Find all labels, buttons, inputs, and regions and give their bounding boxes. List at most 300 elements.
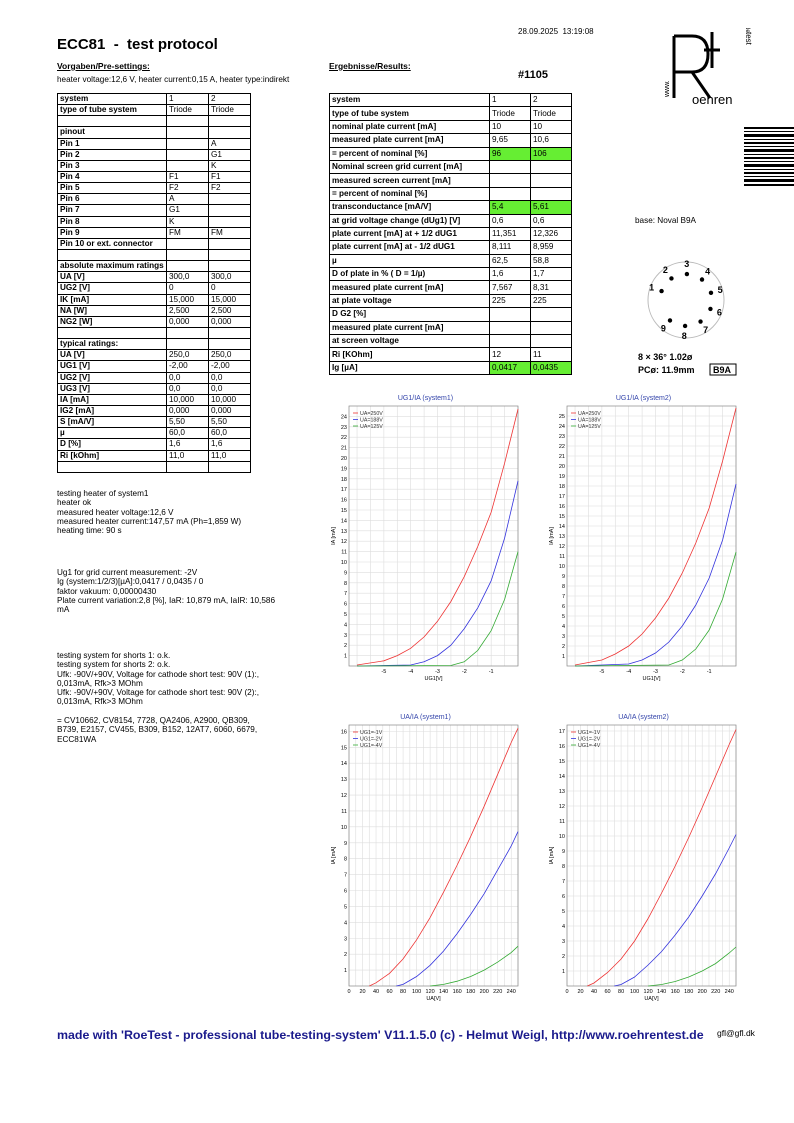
row-label xyxy=(58,327,167,338)
table-row xyxy=(58,372,251,383)
note-line: mA xyxy=(57,605,70,615)
table-row xyxy=(58,238,251,249)
cell-value: 7,567 xyxy=(490,281,531,294)
x-tick-label: 160 xyxy=(452,989,462,995)
y-tick-label: 24 xyxy=(340,414,347,421)
legend-label: UA=188V xyxy=(578,417,601,424)
table-row xyxy=(330,281,572,294)
cell-value: -2,00 xyxy=(209,361,251,372)
cell-value: 11,0 xyxy=(209,450,251,461)
row-label: Pin 4 xyxy=(58,171,167,182)
note-line: heating time: 90 s xyxy=(57,526,122,536)
heater-notes xyxy=(57,489,241,535)
cell-value: 62,5 xyxy=(490,254,531,267)
cell-value: 0,000 xyxy=(167,316,209,327)
cell-value: A xyxy=(209,138,251,149)
table-row xyxy=(330,134,572,147)
cell-value: 1 xyxy=(490,94,531,107)
x-tick-label: 20 xyxy=(359,989,366,995)
note-line: testing heater of system1 xyxy=(57,489,149,498)
socket-diagram xyxy=(634,258,744,376)
footer-credit: made with 'RoeTest - professional tube-testing-system' V11.1.5.0 (c) - Helmut Weigl, http://www.roehrentest.de xyxy=(57,1028,704,1042)
row-label: plate current [mA] at + 1/2 dUG1 xyxy=(330,227,490,240)
row-label: IK [mA] xyxy=(58,294,167,305)
cell-value: 60,0 xyxy=(209,428,251,439)
note-line: Plate current variation:2,8 [%], IaR: 10,879 mA, IaIR: 10,586 xyxy=(57,595,275,605)
table-row xyxy=(330,94,572,107)
socket-pin xyxy=(709,291,713,295)
cell-value: 9,65 xyxy=(490,134,531,147)
y-axis-label: IA [mA] xyxy=(331,527,337,545)
cell-value xyxy=(167,261,209,272)
socket-pin xyxy=(668,318,672,322)
row-label: Ig [µA] xyxy=(330,361,490,374)
y-tick-label: 5 xyxy=(343,904,347,911)
row-label: absolute maximum ratings xyxy=(58,261,167,272)
x-tick-label: 140 xyxy=(439,989,449,995)
cell-value: 225 xyxy=(531,294,572,307)
cell-value: G1 xyxy=(167,205,209,216)
cell-value: FM xyxy=(209,227,251,238)
y-tick-label: 17 xyxy=(340,487,347,494)
cell-value: 60,0 xyxy=(167,428,209,439)
table-row xyxy=(58,283,251,294)
cell-value: 0 xyxy=(167,283,209,294)
table-row xyxy=(330,254,572,267)
cell-value: 1,6 xyxy=(209,439,251,450)
cell-value: K xyxy=(209,160,251,171)
table-row xyxy=(58,94,251,105)
x-tick-label: 160 xyxy=(670,989,680,995)
table-row xyxy=(58,405,251,416)
table-row xyxy=(58,194,251,205)
cell-value: 10 xyxy=(490,120,531,133)
y-tick-label: 13 xyxy=(340,528,347,535)
row-label: = percent of nominal [%] xyxy=(330,187,490,200)
socket-pin xyxy=(669,276,673,280)
note-line: testing system for shorts 2: o.k. xyxy=(57,660,171,670)
chart-title: UG1/IA (system2) xyxy=(615,395,672,402)
row-label xyxy=(58,461,167,472)
y-tick-label: 8 xyxy=(343,580,347,587)
cell-value: F1 xyxy=(209,171,251,182)
cell-value xyxy=(531,160,572,173)
row-label: Pin 2 xyxy=(58,149,167,160)
chart-title: UA/IA (system1) xyxy=(400,714,451,721)
equivalents-notes xyxy=(57,716,257,744)
chart-ua-ia-system2 xyxy=(547,708,740,1008)
x-tick-label: -1 xyxy=(706,669,712,675)
cell-value: 1,6 xyxy=(167,439,209,450)
y-tick-label: 6 xyxy=(561,894,565,900)
socket-line1: 8 × 36° 1.02ø xyxy=(638,352,693,362)
row-label: system xyxy=(58,94,167,105)
cell-value: 300,0 xyxy=(209,272,251,283)
table-row xyxy=(58,428,251,439)
note-line: testing system for shorts 1: o.k. xyxy=(57,651,171,660)
x-axis-label: UG1[V] xyxy=(424,676,443,682)
row-label: Pin 3 xyxy=(58,160,167,171)
y-tick-label: 13 xyxy=(340,777,347,784)
table-row xyxy=(330,308,572,321)
x-tick-label: -4 xyxy=(626,669,632,675)
x-tick-label: 220 xyxy=(493,989,503,995)
cell-value: 8,959 xyxy=(531,241,572,254)
note-line: ECC81WA xyxy=(57,734,97,744)
x-tick-label: 200 xyxy=(697,989,707,995)
table-row xyxy=(58,327,251,338)
logo-bottom: oehren xyxy=(692,92,733,104)
cell-value: 1,6 xyxy=(490,268,531,281)
row-label: pinout xyxy=(58,127,167,138)
table-row xyxy=(58,116,251,127)
chart-ug1-ia-system1 xyxy=(329,389,522,688)
row-label: UA [V] xyxy=(58,272,167,283)
socket-pin-label: 2 xyxy=(662,265,668,276)
x-tick-label: 240 xyxy=(506,989,516,995)
table-row xyxy=(58,461,251,472)
table-row xyxy=(330,214,572,227)
cell-value: 11 xyxy=(531,348,572,361)
row-label: Ri [KOhm] xyxy=(330,348,490,361)
y-tick-label: 21 xyxy=(340,445,347,452)
table-row xyxy=(330,147,572,160)
y-tick-label: 14 xyxy=(558,774,565,780)
socket-pin xyxy=(708,307,712,311)
row-label: at screen voltage xyxy=(330,335,490,348)
table-row xyxy=(330,174,572,187)
table-row xyxy=(58,138,251,149)
table-row xyxy=(330,348,572,361)
x-tick-label: 0 xyxy=(565,989,569,995)
row-label: Ri [kOhm] xyxy=(58,450,167,461)
cell-value: 96 xyxy=(490,147,531,160)
cell-value xyxy=(490,308,531,321)
cell-value xyxy=(531,335,572,348)
cell-value: 12,326 xyxy=(531,227,572,240)
x-tick-label: 80 xyxy=(618,989,625,995)
y-tick-label: 22 xyxy=(558,444,565,450)
row-label: at grid voltage change (dUg1) [V] xyxy=(330,214,490,227)
cell-value: 10,000 xyxy=(209,394,251,405)
row-label: µ xyxy=(58,428,167,439)
cell-value xyxy=(209,238,251,249)
cell-value: -2,00 xyxy=(167,361,209,372)
x-tick-label: 120 xyxy=(425,989,435,995)
table-row xyxy=(58,227,251,238)
chart-svg xyxy=(547,389,740,688)
row-label: D [%] xyxy=(58,439,167,450)
cell-value: 0,6 xyxy=(531,214,572,227)
row-label: system xyxy=(330,94,490,107)
socket-pin-label: 7 xyxy=(703,324,709,335)
socket-pin-label: 4 xyxy=(705,266,711,277)
row-label: Pin 1 xyxy=(58,138,167,149)
y-tick-label: 19 xyxy=(558,474,565,480)
row-label: Pin 9 xyxy=(58,227,167,238)
cell-value: 1,7 xyxy=(531,268,572,281)
cell-value xyxy=(209,194,251,205)
y-tick-label: 6 xyxy=(343,888,347,895)
cell-value: 5,50 xyxy=(209,417,251,428)
cell-value xyxy=(209,205,251,216)
cell-value: Triode xyxy=(490,107,531,120)
y-tick-label: 1 xyxy=(561,969,565,975)
y-tick-label: 4 xyxy=(561,924,565,930)
y-axis-label: IA [mA] xyxy=(549,846,555,865)
y-tick-label: 14 xyxy=(340,518,347,525)
cell-value xyxy=(490,321,531,334)
y-tick-label: 18 xyxy=(340,476,347,483)
row-label: UG1 [V] xyxy=(58,361,167,372)
y-tick-label: 23 xyxy=(558,434,565,440)
table-row xyxy=(58,272,251,283)
y-tick-label: 14 xyxy=(558,524,565,530)
y-tick-label: 19 xyxy=(340,466,347,473)
y-tick-label: 1 xyxy=(561,654,565,660)
table-row xyxy=(330,335,572,348)
legend-label: UG1=-4V xyxy=(360,743,383,749)
x-tick-label: 20 xyxy=(577,989,584,995)
cell-value: F2 xyxy=(209,183,251,194)
table-row xyxy=(330,241,572,254)
y-tick-label: 2 xyxy=(343,952,347,959)
socket-pin xyxy=(685,272,689,276)
y-tick-label: 8 xyxy=(561,584,565,590)
cell-value: 1 xyxy=(167,94,209,105)
table-row xyxy=(330,361,572,374)
cell-value xyxy=(167,127,209,138)
cell-value: 0,000 xyxy=(209,316,251,327)
date-time: 28.09.2025 13:19:08 xyxy=(518,27,594,36)
x-tick-label: 100 xyxy=(412,989,422,995)
y-tick-label: 5 xyxy=(561,909,565,915)
cell-value: F1 xyxy=(167,171,209,182)
row-label: IG2 [mA] xyxy=(58,405,167,416)
y-axis-label: IA [mA] xyxy=(331,846,337,865)
y-tick-label: 7 xyxy=(561,879,565,885)
table-row xyxy=(330,120,572,133)
y-tick-label: 3 xyxy=(343,632,347,639)
y-tick-label: 25 xyxy=(558,414,565,420)
y-tick-label: 12 xyxy=(558,804,565,810)
y-tick-label: 4 xyxy=(343,622,347,629)
y-tick-label: 7 xyxy=(561,594,565,600)
table-row xyxy=(58,417,251,428)
note-line: Ug1 for grid current measurement: -2V xyxy=(57,568,198,577)
cell-value: 0,6 xyxy=(490,214,531,227)
x-tick-label: 240 xyxy=(724,989,734,995)
table-row xyxy=(330,187,572,200)
cell-value: 2 xyxy=(531,94,572,107)
cell-value: 0,000 xyxy=(209,405,251,416)
cell-value: G1 xyxy=(209,149,251,160)
y-tick-label: 23 xyxy=(340,424,347,431)
y-tick-label: 16 xyxy=(340,729,347,736)
row-label: UA [V] xyxy=(58,350,167,361)
cell-value xyxy=(490,187,531,200)
x-axis-label: UA[V] xyxy=(644,996,659,1002)
y-tick-label: 5 xyxy=(343,612,347,618)
y-tick-label: 4 xyxy=(561,624,565,630)
table-row xyxy=(330,160,572,173)
cell-value: 2 xyxy=(209,94,251,105)
x-tick-label: 60 xyxy=(386,989,393,995)
y-tick-label: 8 xyxy=(561,864,565,870)
socket-pin-label: 1 xyxy=(649,282,655,293)
socket-pin xyxy=(700,277,704,281)
row-label: Pin 7 xyxy=(58,205,167,216)
table-row xyxy=(58,316,251,327)
x-tick-label: 180 xyxy=(684,989,694,995)
email: gfl@gfl.dk xyxy=(717,1028,755,1038)
y-tick-label: 5 xyxy=(561,614,565,620)
chart-title: UG1/IA (system1) xyxy=(397,395,454,402)
chart-svg xyxy=(547,708,740,1008)
x-tick-label: 200 xyxy=(479,989,489,995)
cell-value xyxy=(209,339,251,350)
cell-value xyxy=(167,138,209,149)
y-tick-label: 20 xyxy=(340,456,347,462)
cell-value: F2 xyxy=(167,183,209,194)
row-label: plate current [mA] at - 1/2 dUG1 xyxy=(330,241,490,254)
x-tick-label: 140 xyxy=(657,989,667,995)
row-label: at plate voltage xyxy=(330,294,490,307)
legend-label: UG1=-4V xyxy=(578,743,601,749)
cell-value: K xyxy=(167,216,209,227)
cell-value xyxy=(531,308,572,321)
cell-value: 0,0 xyxy=(167,372,209,383)
y-tick-label: 12 xyxy=(340,539,347,546)
y-tick-label: 15 xyxy=(558,759,565,765)
y-tick-label: 17 xyxy=(558,494,565,500)
cell-value xyxy=(490,174,531,187)
y-tick-label: 9 xyxy=(343,840,347,847)
cell-value: 5,50 xyxy=(167,417,209,428)
y-tick-label: 12 xyxy=(340,793,347,800)
y-tick-label: 2 xyxy=(561,644,565,650)
y-tick-label: 20 xyxy=(558,464,565,470)
x-tick-label: -2 xyxy=(679,669,685,675)
note-line: B739, E2157, CV455, B309, B152, 12AT7, 6060, 6679, xyxy=(57,725,258,735)
table-row xyxy=(58,439,251,450)
chart-ua-ia-system1 xyxy=(329,708,522,1008)
cell-value xyxy=(490,335,531,348)
note-line: Ufk: -90V/+90V, Voltage for cathode short test: 90V (2):, xyxy=(57,688,259,698)
x-axis-label: UG1[V] xyxy=(642,676,661,682)
row-label: type of tube system xyxy=(58,105,167,116)
row-label: measured plate current [mA] xyxy=(330,281,490,294)
cell-value xyxy=(209,249,251,260)
cell-value: A xyxy=(167,194,209,205)
row-label: NA [W] xyxy=(58,305,167,316)
y-tick-label: 16 xyxy=(558,744,565,750)
table-row xyxy=(330,294,572,307)
table-row xyxy=(58,183,251,194)
cell-value xyxy=(209,261,251,272)
chart-ug1-ia-system2 xyxy=(547,389,740,688)
cell-value: 15,000 xyxy=(209,294,251,305)
presettings-heading: Vorgaben/Pre-settings: xyxy=(57,61,150,71)
table-row xyxy=(330,321,572,334)
x-tick-label: 80 xyxy=(400,989,407,995)
table-row xyxy=(58,249,251,260)
cell-value xyxy=(209,327,251,338)
y-tick-label: 7 xyxy=(343,872,347,879)
logo-side: test xyxy=(744,32,753,45)
y-tick-label: 8 xyxy=(343,856,347,863)
cell-value xyxy=(167,461,209,472)
cell-value: 300,0 xyxy=(167,272,209,283)
row-label: Pin 8 xyxy=(58,216,167,227)
y-tick-label: 17 xyxy=(558,729,565,735)
cell-value xyxy=(167,160,209,171)
row-label: D G2 [%] xyxy=(330,308,490,321)
table-row xyxy=(58,339,251,350)
table-row xyxy=(58,261,251,272)
y-tick-label: 7 xyxy=(343,591,347,598)
cell-value xyxy=(531,174,572,187)
cell-value: 0,000 xyxy=(167,405,209,416)
cell-value xyxy=(167,116,209,127)
left-table xyxy=(57,93,251,473)
y-tick-label: 16 xyxy=(340,497,347,504)
x-tick-label: -1 xyxy=(488,669,494,675)
table-row xyxy=(58,127,251,138)
socket-line2: PCø: 11.9mm xyxy=(638,365,695,375)
table-row xyxy=(330,201,572,214)
y-tick-label: 1 xyxy=(343,653,347,660)
table-row xyxy=(58,305,251,316)
y-tick-label: 3 xyxy=(343,936,347,943)
cell-value: 11,351 xyxy=(490,227,531,240)
x-tick-label: -3 xyxy=(435,669,440,675)
y-tick-label: 24 xyxy=(558,424,565,430)
chart-svg xyxy=(329,389,522,688)
y-tick-label: 11 xyxy=(559,554,565,560)
row-label: Pin 5 xyxy=(58,183,167,194)
legend-label: UG1=-1V xyxy=(578,730,601,736)
socket-pin xyxy=(683,324,687,328)
y-tick-label: 6 xyxy=(343,601,347,608)
cell-value: 5,61 xyxy=(531,201,572,214)
cell-value: 250,0 xyxy=(209,350,251,361)
legend-label: UG1=-2V xyxy=(578,736,601,743)
y-tick-label: 21 xyxy=(558,454,565,460)
row-label: measured plate current [mA] xyxy=(330,134,490,147)
y-tick-label: 10 xyxy=(558,564,565,570)
x-tick-label: 0 xyxy=(347,989,351,995)
table-row xyxy=(58,149,251,160)
x-tick-label: -3 xyxy=(653,669,658,675)
cell-value: 2,500 xyxy=(167,305,209,316)
cell-value: 106 xyxy=(531,147,572,160)
barcode xyxy=(744,127,794,187)
results-table xyxy=(329,93,572,375)
y-tick-label: 13 xyxy=(558,789,565,795)
cell-value: 15,000 xyxy=(167,294,209,305)
y-tick-label: 11 xyxy=(341,808,347,815)
row-label: Pin 10 or ext. connector xyxy=(58,238,167,249)
row-label: measured screen current [mA] xyxy=(330,174,490,187)
results-heading: Ergebnisse/Results: xyxy=(329,61,411,71)
shorts-notes xyxy=(57,651,259,707)
legend-label: UA=188V xyxy=(360,417,383,424)
cell-value xyxy=(167,238,209,249)
table-row xyxy=(330,227,572,240)
socket-base-code: B9A xyxy=(713,365,732,375)
y-tick-label: 10 xyxy=(340,824,347,831)
